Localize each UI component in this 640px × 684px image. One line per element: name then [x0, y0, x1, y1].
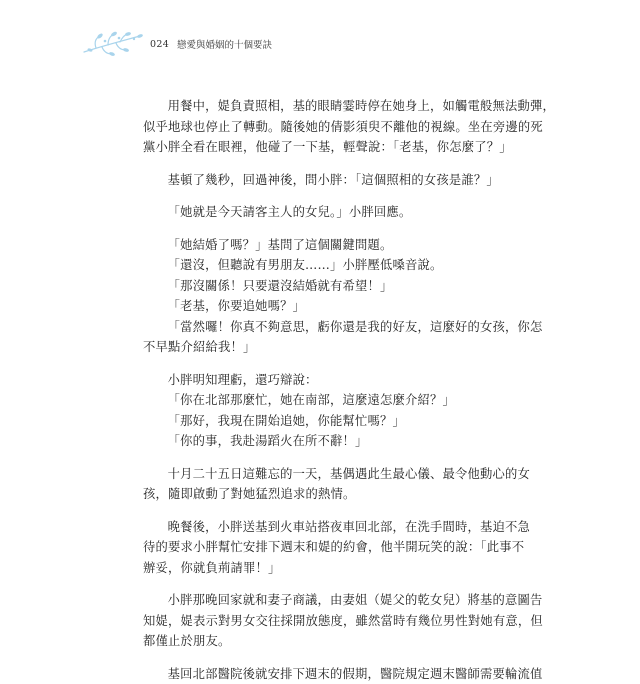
paragraph: [143, 370, 515, 452]
paragraph: [143, 517, 515, 579]
text-line: 不早點介紹給我！」: [143, 337, 515, 358]
text-line: 「你在北部那麼忙，她在南部，這麼遠怎麼介紹？」: [143, 390, 515, 411]
paragraph: [143, 590, 515, 652]
floral-ornament-icon: [82, 30, 144, 58]
paragraph: [143, 170, 515, 191]
text-line: 似乎地球也停止了轉動。隨後她的倩影須臾不離他的視線。坐在旁邊的死: [143, 117, 515, 138]
text-line: 黨小胖全看在眼裡，他碰了一下基，輕聲說：「老基，你怎麼了？」: [143, 137, 515, 158]
text-line: 用餐中，媞負責照相，基的眼睛霎時停在她身上，如觸電般無法動彈，: [143, 96, 515, 117]
body-text: [143, 96, 515, 684]
page-header: [82, 30, 272, 58]
text-line: 小胖那晚回家就和妻子商議，由妻姐（媞父的乾女兒）將基的意圖告: [143, 590, 515, 611]
text-line: 「還沒，但聽說有男朋友……」小胖壓低嗓音說。: [143, 255, 515, 276]
text-line: 知媞，媞表示對男女交往採開放態度，雖然當時有幾位男性對她有意，但: [143, 611, 515, 632]
text-line: 「老基，你要追她嗎？」: [143, 296, 515, 317]
paragraph: [143, 464, 515, 505]
text-line: 小胖明知理虧，還巧辯說：: [143, 370, 515, 391]
page-number: 024: [150, 39, 169, 50]
paragraph: [143, 235, 515, 358]
text-line: 基回北部醫院後就安排下週末的假期，醫院規定週末醫師需要輪流值: [143, 664, 515, 684]
text-line: 十月二十五日這難忘的一天，基偶遇此生最心儀、最令他動心的女: [143, 464, 515, 485]
text-line: 都僅止於朋友。: [143, 631, 515, 652]
text-line: 「她就是今天請客主人的女兒。」小胖回應。: [143, 202, 515, 223]
text-line: 「你的事，我赴湯蹈火在所不辭！」: [143, 431, 515, 452]
paragraph: [143, 96, 515, 158]
text-line: 「那沒關係！只要還沒結婚就有希望！」: [143, 276, 515, 297]
paragraph: [143, 202, 515, 223]
running-head: 戀愛與婚姻的十個要訣: [177, 37, 272, 51]
text-line: 「那好，我現在開始追她，你能幫忙嗎？」: [143, 411, 515, 432]
text-line: 基頓了幾秒，回過神後，問小胖：「這個照相的女孩是誰？」: [143, 170, 515, 191]
paragraph: [143, 664, 515, 684]
text-line: 「她結婚了嗎？」基問了這個關鍵問題。: [143, 235, 515, 256]
text-line: 晚餐後，小胖送基到火車站搭夜車回北部，在洗手間時，基迫不急: [143, 517, 515, 538]
text-line: 孩，隨即啟動了對她猛烈追求的熱情。: [143, 484, 515, 505]
text-line: 待的要求小胖幫忙安排下週末和媞的約會，他半開玩笑的說：「此事不: [143, 537, 515, 558]
text-line: 「當然囉！你真不夠意思，虧你還是我的好友，這麼好的女孩，你怎: [143, 317, 515, 338]
text-line: 辦妥，你就負荊請罪！」: [143, 558, 515, 579]
